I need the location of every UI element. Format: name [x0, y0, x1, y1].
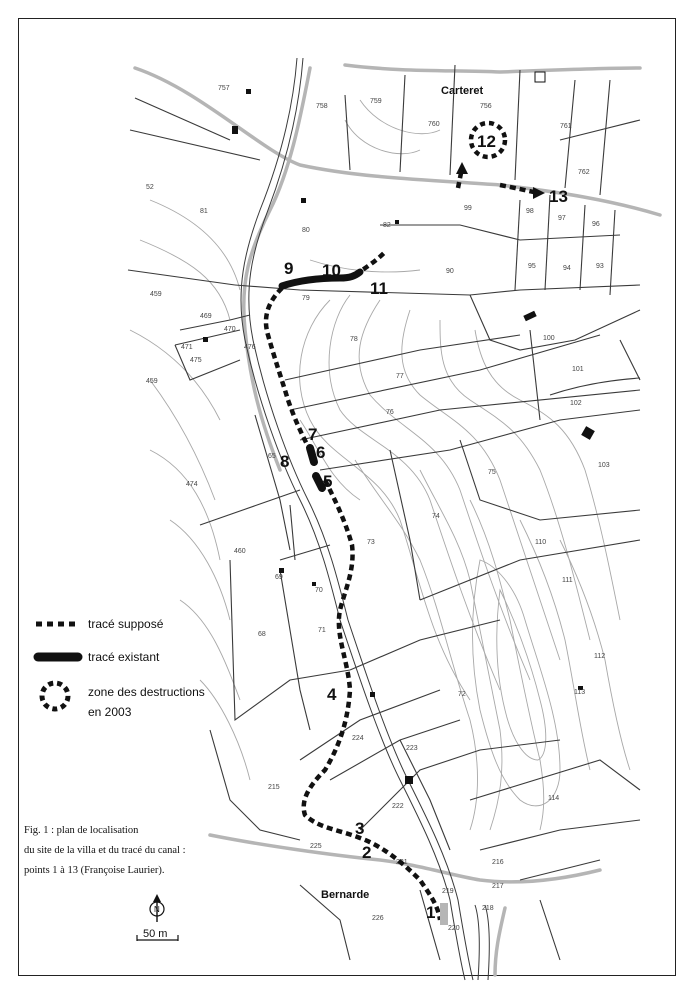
parcel-label: 98 — [526, 208, 534, 215]
parcel-label: 760 — [428, 121, 440, 128]
legend-zone-label-1: zone des destructions — [88, 685, 205, 699]
point-5-label: 5 — [323, 472, 333, 491]
parcel-label: 459 — [150, 291, 162, 298]
parcel-label: 226 — [372, 915, 384, 922]
parcel-label: 77 — [396, 373, 404, 380]
parcel-label: 469 — [200, 313, 212, 320]
figure-caption — [24, 825, 186, 876]
parcel-label: 460 — [234, 548, 246, 555]
parcel-label: 475 — [190, 357, 202, 364]
place-carteret: Carteret — [441, 85, 484, 97]
caption-line-3: points 1 à 13 (Françoise Laurier). — [24, 865, 165, 876]
parcel-label: 471 — [181, 344, 193, 351]
parcel-label: 81 — [200, 208, 208, 215]
parcel-label: 222 — [392, 803, 404, 810]
parcel-label: 72 — [458, 691, 466, 698]
legend-supposed-label: tracé supposé — [88, 617, 164, 631]
parcel-label: 225 — [310, 843, 322, 850]
parcel-label: 221 — [396, 859, 408, 866]
parcel-label: 101 — [572, 366, 584, 373]
caption-line-1: Fig. 1 : plan de localisation — [24, 825, 139, 836]
legend-zone-swatch — [42, 683, 68, 709]
point-7-label: 7 — [308, 425, 318, 444]
parcel-label: 97 — [558, 215, 566, 222]
parcel-label: 224 — [352, 735, 364, 742]
point-8-label: 8 — [280, 452, 290, 471]
parcel-label: 90 — [446, 268, 454, 275]
parcel-label: 93 — [596, 263, 604, 270]
parcel-label: 52 — [146, 184, 154, 191]
parcel-label: 70 — [315, 587, 323, 594]
parcel-label: 102 — [570, 400, 582, 407]
parcel-label: 103 — [598, 462, 610, 469]
parcel-label: 757 — [218, 85, 230, 92]
parcel-label: 112 — [594, 653, 606, 660]
parcel-label: 459 — [146, 378, 158, 385]
parcel-label: 759 — [370, 98, 382, 105]
parcel-label: 761 — [560, 123, 572, 130]
point-12-label: 12 — [477, 132, 496, 151]
scale-bar — [137, 928, 178, 941]
parcel-label: 113 — [574, 689, 586, 696]
parcel-label: 68 — [258, 631, 266, 638]
parcel-label: 223 — [406, 745, 418, 752]
point-9-label: 9 — [284, 259, 294, 278]
parcel-label: 65 — [268, 453, 276, 460]
parcel-label: 99 — [464, 205, 472, 212]
point-1-label: 1 — [426, 903, 436, 922]
parcel-label: 73 — [367, 539, 375, 546]
arrow-head-12 — [456, 162, 468, 174]
north-label: N — [154, 905, 160, 914]
point-2-label: 2 — [362, 843, 372, 862]
point-11-label: 11 — [370, 279, 388, 298]
parcel-label: 114 — [548, 795, 560, 802]
parcel-label: 74 — [432, 513, 440, 520]
parcel-label: 476 — [244, 344, 256, 351]
parcel-label: 762 — [578, 169, 590, 176]
point-4-label: 4 — [327, 685, 337, 704]
scale-label: 50 m — [143, 928, 168, 940]
parcel-label: 217 — [492, 883, 504, 890]
parcel-label: 219 — [442, 888, 454, 895]
point-3-label: 3 — [355, 819, 365, 838]
parcel-label: 96 — [592, 221, 600, 228]
parcel-label: 756 — [480, 103, 492, 110]
parcel-label: 216 — [492, 859, 504, 866]
parcel-label: 474 — [186, 481, 198, 488]
point-1-marker — [440, 903, 448, 925]
legend — [36, 617, 205, 719]
parcel-label: 111 — [562, 577, 573, 584]
north-arrow-icon — [150, 894, 164, 922]
parcel-label: 218 — [482, 905, 494, 912]
point-10-label: 10 — [322, 261, 341, 280]
parcel-label: 82 — [383, 222, 391, 229]
place-bernarde: Bernarde — [321, 889, 370, 901]
parcel-labels — [146, 85, 610, 932]
parcel-label: 110 — [535, 539, 547, 546]
caption-line-2: du site de la villa et du tracé du canal : — [24, 845, 186, 856]
parcel-label: 71 — [318, 627, 326, 634]
parcel-label: 78 — [350, 336, 358, 343]
point-13-label: 13 — [549, 187, 568, 206]
parcel-label: 79 — [302, 295, 310, 302]
parcel-label: 76 — [386, 409, 394, 416]
parcel-label: 95 — [528, 263, 536, 270]
parcel-label: 470 — [224, 326, 236, 333]
point-6-label: 6 — [316, 443, 326, 462]
parcel-label: 100 — [543, 335, 555, 342]
parcel-label: 69 — [275, 574, 283, 581]
parcel-label: 220 — [448, 925, 460, 932]
legend-zone-label-2: en 2003 — [88, 705, 132, 719]
parcel-label: 80 — [302, 227, 310, 234]
parcel-label: 75 — [488, 469, 496, 476]
parcel-label: 758 — [316, 103, 328, 110]
parcel-label: 94 — [563, 265, 571, 272]
legend-existing-label: tracé existant — [88, 650, 160, 664]
parcel-label: 215 — [268, 784, 280, 791]
